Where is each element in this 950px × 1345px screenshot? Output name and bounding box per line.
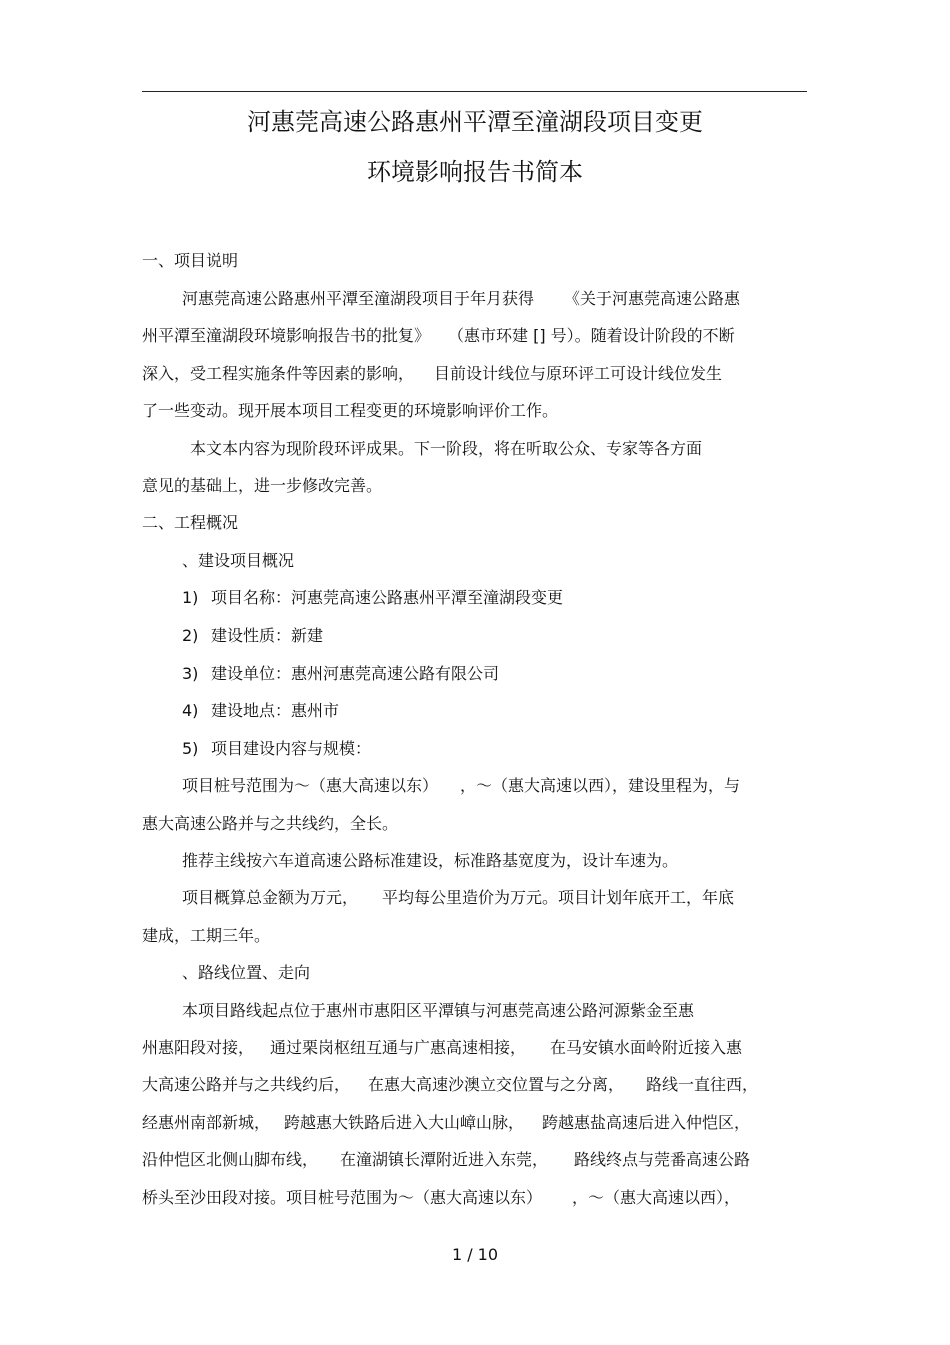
subsection-heading: 、路线位置、走向 bbox=[182, 963, 311, 982]
paragraph-line bbox=[142, 326, 735, 346]
text-segment: ，～（惠大高速以西）， bbox=[572, 1188, 741, 1207]
paragraph-line: 本文本内容为现阶段环评成果。下一阶段，将在听取公众、专家等各方面 bbox=[190, 439, 703, 458]
list-text: 建设性质：新建 bbox=[211, 626, 324, 645]
text-segment: 路线终点与莞番高速公路 bbox=[574, 1150, 751, 1169]
text-segment: 《关于河惠莞高速公路惠 bbox=[564, 289, 741, 308]
section-heading: 一、项目说明 bbox=[142, 251, 239, 270]
text-segment: 目前设计线位与原环评工可设计线位发生 bbox=[434, 364, 723, 383]
paragraph-line bbox=[182, 888, 734, 908]
list-number: 5) bbox=[182, 739, 199, 758]
text-segment: 在马安镇水面岭附近接入惠 bbox=[550, 1038, 743, 1057]
text-segment: 项目概算总金额为万元， bbox=[182, 888, 359, 907]
text-segment: 跨越惠盐高速后进入仲恺区， bbox=[542, 1113, 751, 1132]
list-item bbox=[182, 701, 339, 721]
paragraph-line bbox=[142, 364, 722, 384]
paragraph-line bbox=[142, 1075, 758, 1095]
list-number: 3) bbox=[182, 664, 199, 683]
text-segment: 路线一直往西， bbox=[646, 1075, 759, 1094]
paragraph-line: 建成，工期三年。 bbox=[142, 926, 271, 945]
text-segment: 平均每公里造价为万元。项目计划年底开工，年底 bbox=[382, 888, 735, 907]
list-item bbox=[182, 588, 563, 608]
paragraph-line: 了一些变动。现开展本项目工程变更的环境影响评价工作。 bbox=[142, 401, 559, 420]
paragraph-line: 惠大高速公路并与之共线约，全长。 bbox=[142, 814, 399, 833]
text-segment: 沿仲恺区北侧山脚布线， bbox=[142, 1150, 319, 1169]
doc-title-line1: 河惠莞高速公路惠州平潭至潼湖段项目变更 bbox=[247, 108, 703, 136]
paragraph-line bbox=[142, 1038, 742, 1058]
subsection-heading: 、建设项目概况 bbox=[182, 551, 295, 570]
text-segment: 项目桩号范围为～（惠大高速以东） bbox=[182, 776, 439, 795]
text-segment: 在惠大高速沙澳立交位置与之分离， bbox=[368, 1075, 625, 1094]
list-number: 1) bbox=[182, 588, 199, 607]
paragraph-line bbox=[142, 1188, 740, 1208]
list-item bbox=[182, 626, 323, 646]
page-number: 1 / 10 bbox=[451, 1245, 499, 1264]
text-segment: （惠市环建 [] 号）。随着设计阶段的不断 bbox=[448, 326, 735, 345]
text-segment: 桥头至沙田段对接。项目桩号范围为～（惠大高速以东） bbox=[142, 1188, 543, 1207]
paragraph-line bbox=[142, 1113, 750, 1133]
list-item bbox=[182, 664, 499, 684]
list-item bbox=[182, 739, 371, 759]
text-segment: 在潼湖镇长潭附近进入东莞， bbox=[340, 1150, 549, 1169]
text-segment: ，～（惠大高速以西），建设里程为，与 bbox=[460, 776, 741, 795]
doc-title-line2: 环境影响报告书简本 bbox=[367, 158, 583, 186]
paragraph-line bbox=[142, 1150, 750, 1170]
list-text: 项目建设内容与规模： bbox=[211, 739, 372, 758]
header-rule bbox=[142, 91, 807, 92]
text-segment: 深入，受工程实施条件等因素的影响， bbox=[142, 364, 415, 383]
text-segment: 州平潭至潼湖段环境影响报告书的批复》 bbox=[142, 326, 431, 345]
paragraph-line: 本项目路线起点位于惠州市惠阳区平潭镇与河惠莞高速公路河源紫金至惠 bbox=[182, 1001, 695, 1020]
text-segment: 大高速公路并与之共线约后， bbox=[142, 1075, 351, 1094]
paragraph-line bbox=[182, 776, 740, 796]
list-number: 2) bbox=[182, 626, 199, 645]
list-text: 建设单位：惠州河惠莞高速公路有限公司 bbox=[211, 664, 500, 683]
text-segment: 跨越惠大铁路后进入大山嶂山脉， bbox=[284, 1113, 525, 1132]
section-heading: 二、工程概况 bbox=[142, 513, 239, 532]
text-segment: 经惠州南部新城， bbox=[142, 1113, 271, 1132]
text-segment: 州惠阳段对接， bbox=[142, 1038, 255, 1057]
text-segment: 通过栗岗枢纽互通与广惠高速相接， bbox=[270, 1038, 527, 1057]
paragraph-line bbox=[182, 289, 740, 309]
paragraph-line: 推荐主线按六车道高速公路标准建设，标准路基宽度为，设计车速为。 bbox=[182, 851, 679, 870]
list-text: 项目名称：河惠莞高速公路惠州平潭至潼湖段变更 bbox=[211, 588, 564, 607]
list-text: 建设地点：惠州市 bbox=[211, 701, 340, 720]
list-number: 4) bbox=[182, 701, 199, 720]
text-segment: 河惠莞高速公路惠州平潭至潼湖段项目于年月获得 bbox=[182, 289, 535, 308]
paragraph-line: 意见的基础上，进一步修改完善。 bbox=[142, 476, 383, 495]
